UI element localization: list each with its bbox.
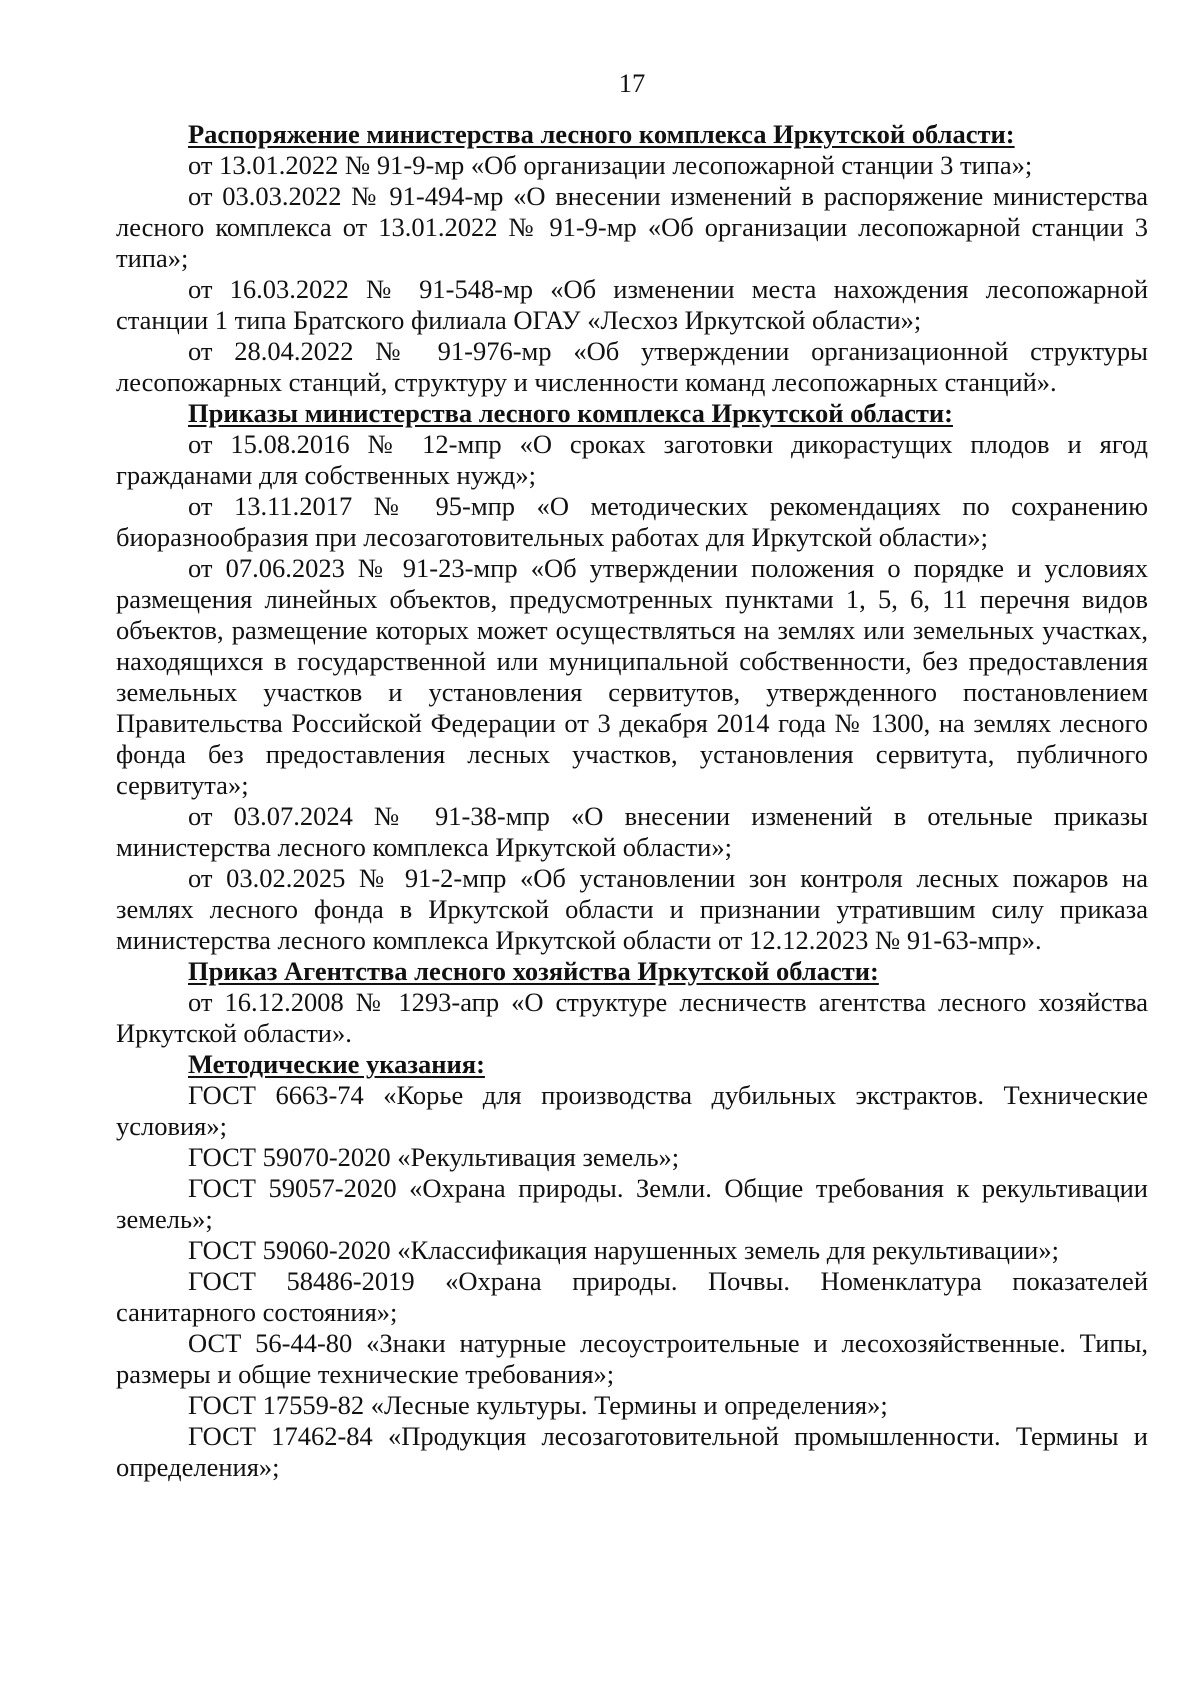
page-number: 17: [618, 68, 646, 98]
list-item: от 13.11.2017 № 95-мпр «О методических рекомендациях по сохранению биоразнообразия при лесозаготовительных работах для Иркутской области»;: [116, 491, 1148, 552]
list-item: от 03.03.2022 № 91-494-мр «О внесении изменений в распоряжение министерства лесного комплекса от 13.01.2022 № 91-9-мр «Об организации лесопожарной станции 3 типа»;: [116, 181, 1148, 273]
list-item: от 13.01.2022 № 91-9-мр «Об организации лесопожарной станции 3 типа»;: [188, 150, 1033, 180]
list-item: ГОСТ 17462-84 «Продукция лесозаготовительной промышленности. Термины и определения»;: [116, 1421, 1148, 1482]
section-heading-agency-decree: Приказ Агентства лесного хозяйства Иркутской области:: [188, 956, 879, 986]
list-item: от 07.06.2023 № 91-23-мпр «Об утверждении положения о порядке и условиях размещения линейных объектов, предусмотренных пунктами 1, 5, 6, 11 перечня видов объектов, размещение которых может осуществляться на землях или земельных участках, находящихся в государственной или муниципальной собственности, без предоставления земельных участков и установления сервитутов, утвержденного постановлением Правительства Российской Федерации от 3 декабря 2014 года № 1300, на землях лесного фонда без предоставления лесных участков, установления сервитута, публичного сервитута»;: [116, 553, 1148, 800]
list-item: от 15.08.2016 № 12-мпр «О сроках заготовки дикорастущих плодов и ягод гражданами для собственных нужд»;: [116, 429, 1148, 490]
section-heading-orders-ministry: Распоряжение министерства лесного комплекса Иркутской области:: [188, 119, 1015, 149]
list-item: от 16.12.2008 № 1293-апр «О структуре лесничеств агентства лесного хозяйства Иркутской области».: [116, 987, 1148, 1048]
list-item: от 03.02.2025 № 91-2-мпр «Об установлении зон контроля лесных пожаров на землях лесного фонда в Иркутской области и признании утратившим силу приказа министерства лесного комплекса Иркутской области от 12.12.2023 № 91-63-мпр».: [116, 863, 1148, 955]
list-item: ГОСТ 59070-2020 «Рекультивация земель»;: [188, 1142, 680, 1172]
list-item: ГОСТ 59060-2020 «Классификация нарушенных земель для рекультивации»;: [188, 1235, 1059, 1265]
section-heading-methodical-guidelines: Методические указания:: [188, 1049, 485, 1079]
list-item: от 28.04.2022 № 91-976-мр «Об утверждении организационной структуры лесопожарных станций, структуру и численности команд лесопожарных станций».: [116, 336, 1148, 397]
list-item: ГОСТ 6663-74 «Корье для производства дубильных экстрактов. Технические условия»;: [116, 1080, 1148, 1141]
list-item: ГОСТ 58486-2019 «Охрана природы. Почвы. Номенклатура показателей санитарного состояния»;: [116, 1266, 1148, 1327]
list-item: от 03.07.2024 № 91-38-мпр «О внесении изменений в отельные приказы министерства лесного комплекса Иркутской области»;: [116, 801, 1148, 862]
list-item: от 16.03.2022 № 91-548-мр «Об изменении места нахождения лесопожарной станции 1 типа Братского филиала ОГАУ «Лесхоз Иркутской области»;: [116, 274, 1148, 335]
list-item: ГОСТ 17559-82 «Лесные культуры. Термины и определения»;: [188, 1390, 888, 1420]
list-item: ГОСТ 59057-2020 «Охрана природы. Земли. Общие требования к рекультивации земель»;: [116, 1173, 1148, 1234]
section-heading-ministry-decrees: Приказы министерства лесного комплекса Иркутской области:: [188, 398, 953, 428]
list-item: ОСТ 56-44-80 «Знаки натурные лесоустроительные и лесохозяйственные. Типы, размеры и общие технические требования»;: [116, 1328, 1148, 1389]
